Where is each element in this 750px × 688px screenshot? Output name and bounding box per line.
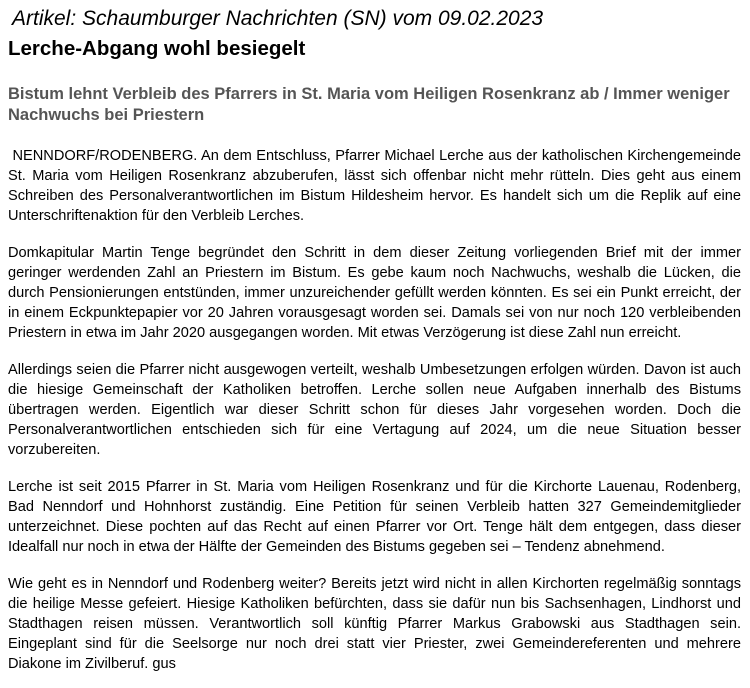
article-paragraph: Allerdings seien die Pfarrer nicht ausgewogen verteilt, weshalb Umbesetzungen erfolgen würden. Davon ist auch die hiesige Gemeinschaft der Katholiken betroffen. Lerche sollen neue Aufgaben innerhalb des Bistums übertragen werden. Eigentlich war dieser Schritt schon für dieses Jahr vorgesehen worden. Doch die Personalverantwortlichen entschieden sich für eine Vertagung auf 2024, um die neue Situation besser vorzubereiten. <box>8 362 741 458</box>
article-headline: Lerche-Abgang wohl besiegelt <box>8 37 306 60</box>
article-paragraph: Domkapitular Martin Tenge begründet den Schritt in dem dieser Zeitung vorliegenden Brief mit der immer geringer werdenden Zahl an Priestern im Bistum. Es gebe kaum noch Nachwuchs, weshalb die Lücken, die durch Pensionierungen entstünden, immer unzureichender gefüllt werden könnten. Es sei ein Punkt erreicht, der in einem Eckpunktepapier vor 20 Jahren vorausgesagt worden sei. Damals sei von nur noch 120 verbleibenden Priestern in etwa im Jahr 2020 ausgegangen worden. Mit etwas Verzögerung ist diese Zahl nun erreicht. <box>8 245 741 341</box>
article-page <box>8 6 746 674</box>
article-paragraph: Wie geht es in Nenndorf und Rodenberg weiter? Bereits jetzt wird nicht in allen Kirchorten regelmäßig sonntags die heilige Messe gefeiert. Hiesige Katholiken befürchten, dass sie dafür nun bis Sachsenhagen, Lindhorst und Stadthagen reisen müssen. Verantwortlich soll künftig Pfarrer Markus Grabowski aus Stadthagen sein. Eingeplant sind für die Seelsorge nur noch drei statt vier Priester, zwei Gemeindereferenten und mehrere Diakone im Zivilberuf. gus <box>8 576 741 672</box>
article-subheadline: Bistum lehnt Verbleib des Pfarrers in St. Maria vom Heiligen Rosenkranz ab / Immer weniger Nachwuchs bei Priestern <box>8 85 730 124</box>
article-source-line: Artikel: Schaumburger Nachrichten (SN) vom 09.02.2023 <box>12 7 544 30</box>
article-paragraph: Lerche ist seit 2015 Pfarrer in St. Maria vom Heiligen Rosenkranz und für die Kirchorte Lauenau, Rodenberg, Bad Nenndorf und Hohnhorst zuständig. Eine Petition für seinen Verbleib hatten 327 Gemeindemitglieder unterzeichnet. Diese pochten auf das Recht auf einen Pfarrer vor Ort. Tenge hält dem entgegen, dass dieser Idealfall nur noch in etwa der Hälfte der Gemeinden des Bistums gegeben sei – Tendenz abnehmend. <box>8 479 741 555</box>
article-paragraph: NENNDORF/RODENBERG. An dem Entschluss, Pfarrer Michael Lerche aus der katholischen Kirchengemeinde St. Maria vom Heiligen Rosenkranz abzuberufen, lässt sich offenbar nicht mehr rütteln. Dies geht aus einem Schreiben des Personalverantwortlichen im Bistum Hildesheim hervor. Es handelt sich um die Replik auf eine Unterschriftenaktion für den Verbleib Lerches. <box>8 148 746 224</box>
article-body <box>8 146 746 674</box>
